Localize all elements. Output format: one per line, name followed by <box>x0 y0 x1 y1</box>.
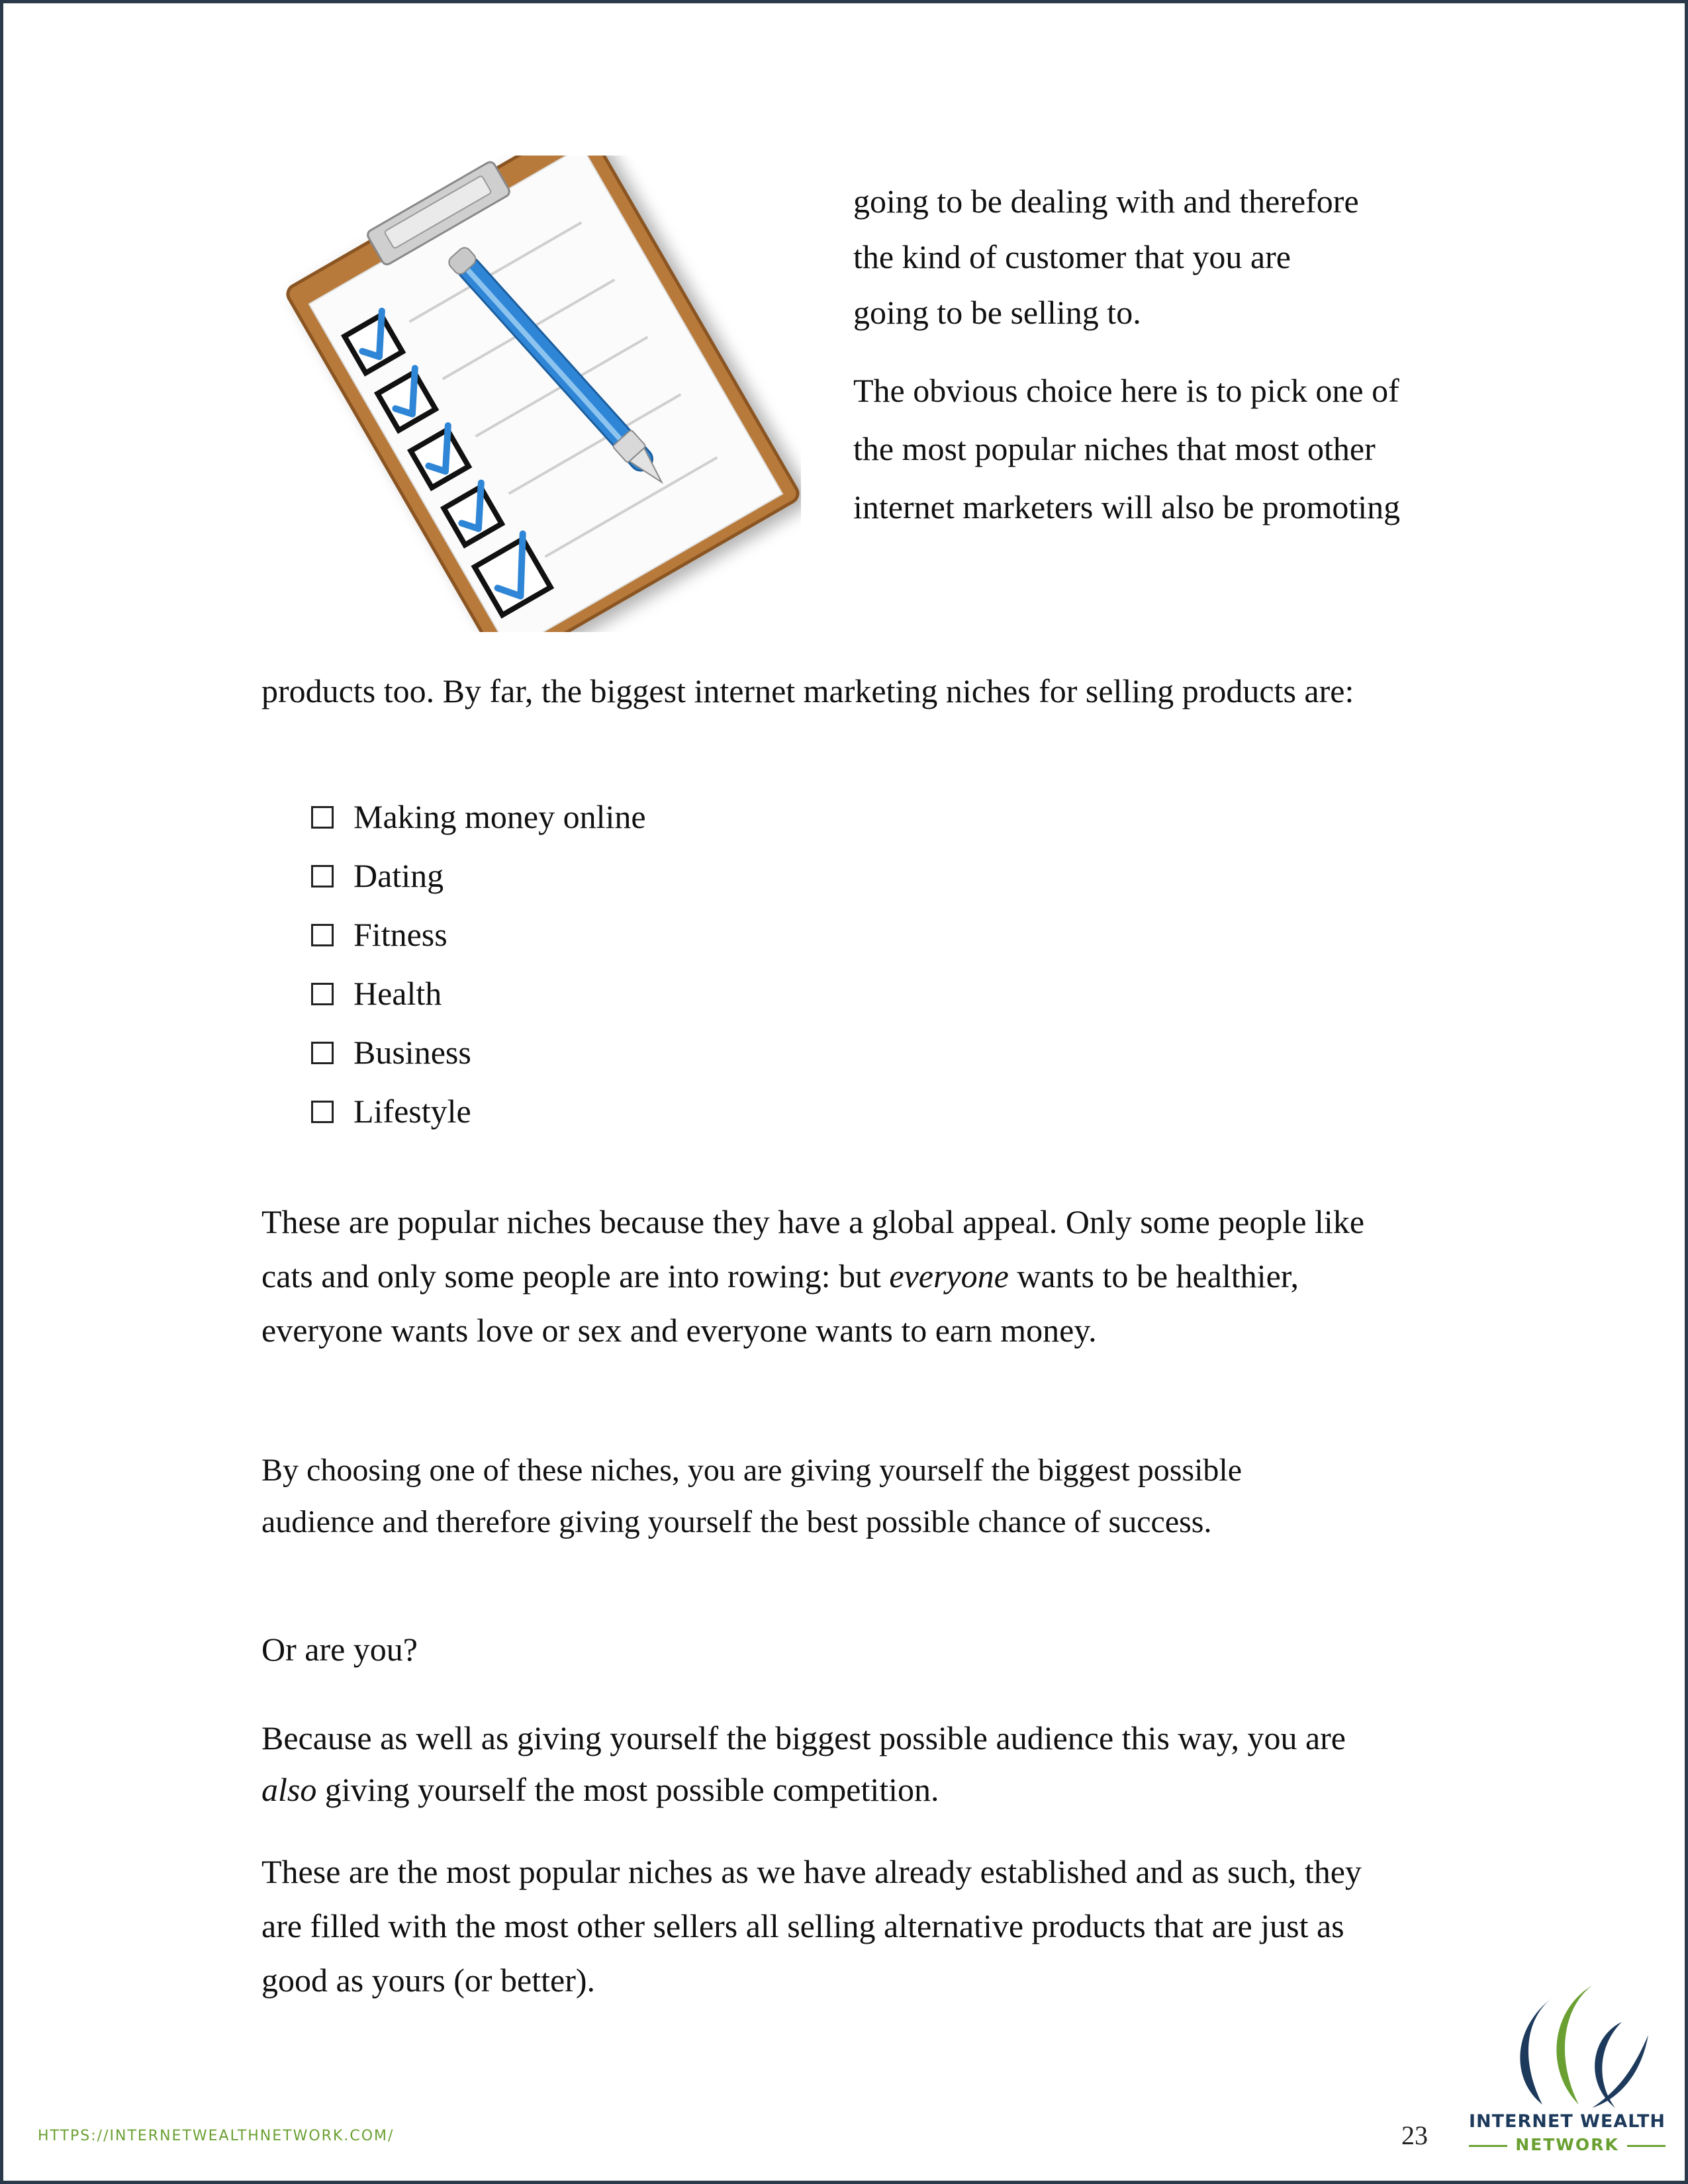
paragraph-choosing-niche: By choosing one of these niches, you are giving yourself the biggest possible audience and therefore giving yourself the best possible chance of success. <box>261 1453 1243 1539</box>
side-line: the kind of customer that you are <box>853 238 1291 275</box>
checkbox-icon <box>311 1042 334 1064</box>
footer-url-link[interactable]: HTTPS://INTERNETWEALTHNETWORK.COM/ <box>38 2128 395 2144</box>
internet-wealth-network-logo <box>1456 1972 1678 2154</box>
text-run: giving yourself the most possible competition. <box>316 1771 939 1808</box>
niche-label: Making money online <box>353 797 646 835</box>
logo-rule <box>1627 2145 1665 2147</box>
list-item <box>311 787 646 846</box>
logo-text-network: NETWORK <box>1515 2135 1619 2154</box>
paragraph-popular-niches: These are the most popular niches as we have already established and as such, they are filled with the most other sellers all selling alternative products that are just as good as yours (or better). <box>261 1853 1362 1999</box>
paragraph-question: Or are you? <box>261 1631 418 1668</box>
checkbox-icon <box>311 924 334 946</box>
checkbox-icon <box>311 865 334 887</box>
checkbox-icon <box>311 806 334 829</box>
side-line: going to be dealing with and therefore <box>853 183 1359 220</box>
side-line: going to be selling to. <box>853 294 1141 331</box>
niche-label: Health <box>353 974 442 1012</box>
list-item <box>311 905 646 964</box>
paragraph-competition <box>261 1712 1374 1815</box>
side-line: The obvious choice here is to pick one of <box>853 372 1399 409</box>
niche-label: Dating <box>353 856 444 894</box>
text-run: These are popular niches because they have a global appeal. Only some people like cats and only some people are into rowing: but <box>261 1203 1365 1295</box>
logo-text-bottom <box>1456 2135 1678 2154</box>
side-line: the most popular niches that most other <box>853 430 1376 467</box>
emphasis: everyone <box>889 1257 1009 1295</box>
niche-checklist <box>311 787 646 1140</box>
niche-label: Business <box>353 1033 471 1071</box>
text-run: Because as well as giving yourself the biggest possible audience this way, you are <box>261 1719 1346 1756</box>
wrapped-intro-text <box>853 182 1436 526</box>
checkbox-icon <box>311 983 334 1005</box>
swoosh-logo-icon <box>1456 1972 1678 2111</box>
list-item <box>311 846 646 905</box>
intro-paragraph: products too. By far, the biggest internet marketing niches for selling products are: <box>261 672 1354 709</box>
list-item <box>311 1081 646 1140</box>
clipboard-checklist-illustration <box>258 156 801 632</box>
checkbox-icon <box>311 1101 334 1123</box>
niche-label: Lifestyle <box>353 1092 471 1130</box>
logo-rule <box>1469 2145 1507 2147</box>
page-number: 23 <box>1401 2120 1428 2150</box>
paragraph-global-appeal <box>261 1195 1380 1357</box>
logo-text-top: INTERNET WEALTH <box>1468 2111 1666 2132</box>
emphasis: also <box>261 1771 317 1808</box>
list-item <box>311 1023 646 1081</box>
side-line: internet marketers will also be promoting <box>853 488 1401 525</box>
niche-label: Fitness <box>353 915 447 953</box>
list-item <box>311 964 646 1023</box>
text-run: wants to be healthier, everyone wants love or sex and everyone wants to earn money. <box>261 1257 1299 1349</box>
